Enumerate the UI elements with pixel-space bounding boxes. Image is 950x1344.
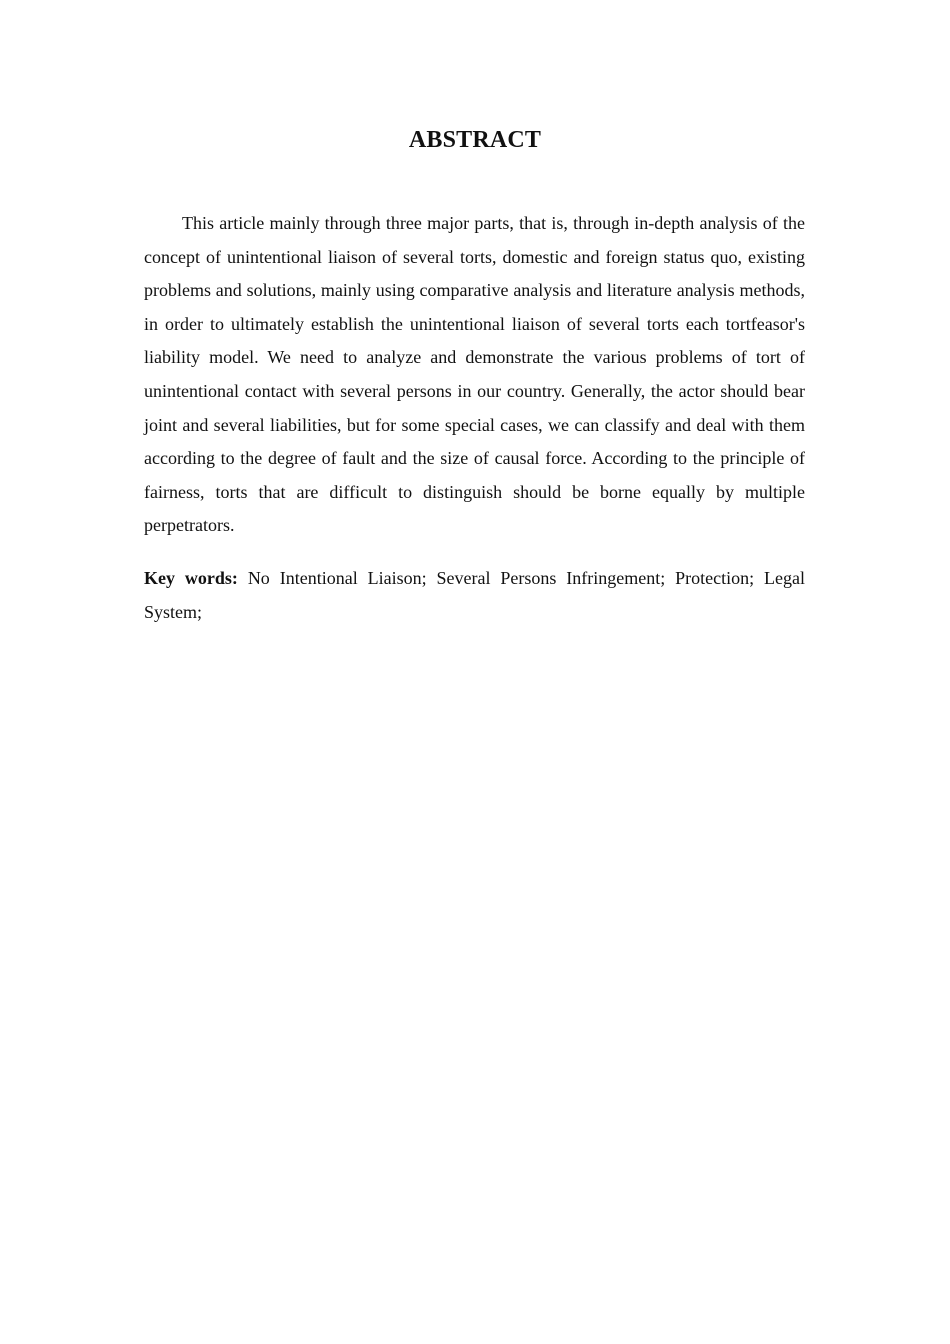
keywords-label: Key words: (144, 568, 238, 588)
keywords-text: No Intentional Liaison; Several Persons Infringement; Protection; Legal System; (144, 568, 806, 622)
page-title: ABSTRACT (408, 127, 542, 153)
abstract-paragraph: This article mainly through three major parts, that is, through in-depth analysis of the concept of unintentional liaison of several torts, domestic and foreign status quo, existing problems and solutions, mainly using comparative analysis and literature analysis methods, in order to ultimately establish the unintentional liaison of several torts each tortfeasor's liability model. We need to analyze and demonstrate the various problems of tort of unintentional contact with several persons in our country. Generally, the actor should bear joint and several liabilities, but for some special cases, we can classify and deal with them according to the degree of fault and the size of causal force. According to the principle of fairness, torts that are difficult to distinguish should be borne equally by multiple perpetrators. (144, 213, 805, 536)
keywords-line (144, 562, 805, 629)
